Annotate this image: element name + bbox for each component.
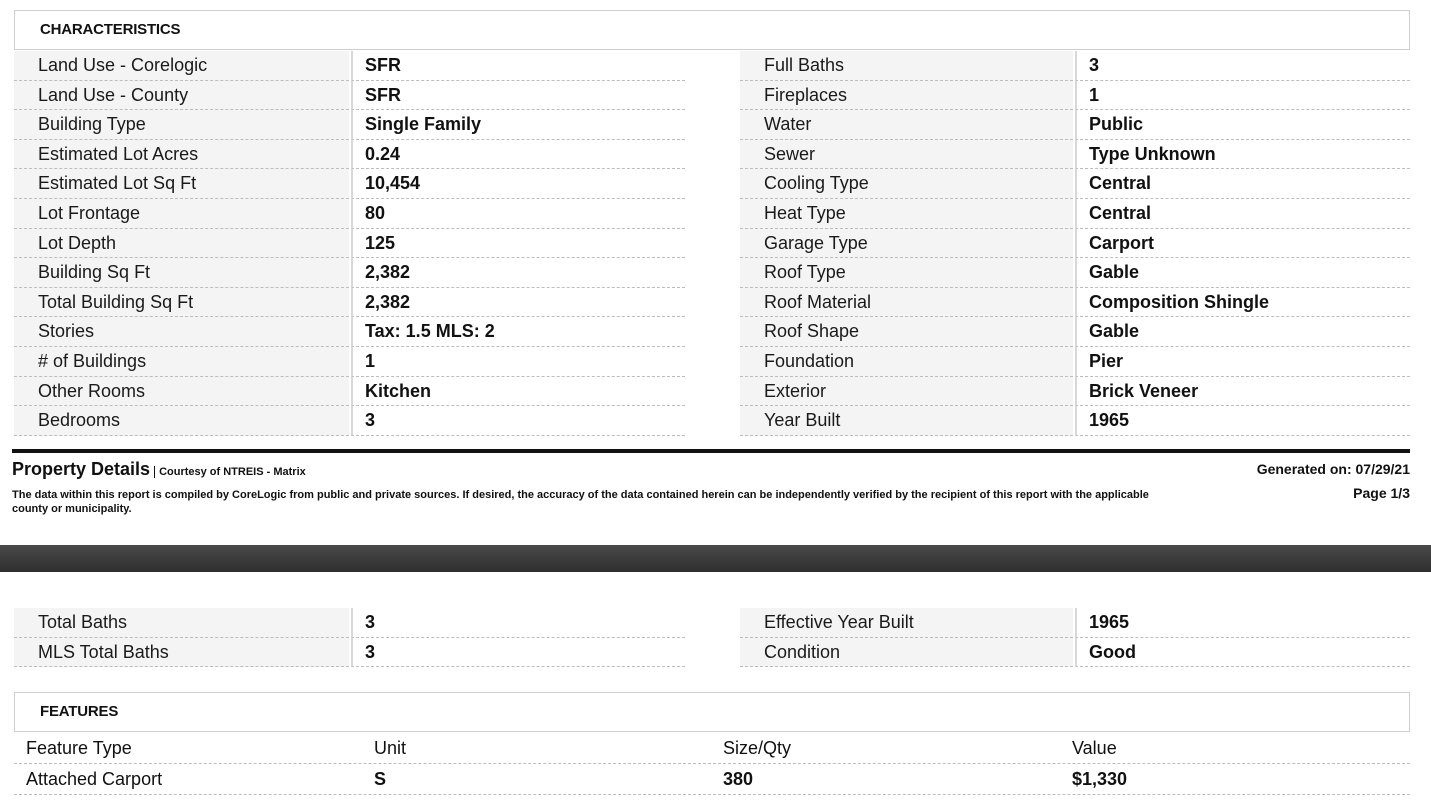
field-label: Foundation — [740, 347, 1073, 377]
field-value: 0.24 — [351, 140, 685, 170]
field-label: Estimated Lot Sq Ft — [14, 169, 349, 199]
unit-cell: S — [374, 769, 387, 789]
continued-characteristics-table — [14, 608, 1410, 667]
report-footer — [12, 449, 1410, 515]
field-value: Single Family — [351, 110, 685, 140]
value-header: Value — [1072, 738, 1117, 758]
field-label: Total Baths — [14, 608, 349, 638]
field-label: Lot Frontage — [14, 199, 349, 229]
table-row — [14, 377, 1410, 407]
field-value: Gable — [1075, 258, 1410, 288]
field-label: Building Type — [14, 110, 349, 140]
table-row — [14, 317, 1410, 347]
field-label: Heat Type — [740, 199, 1073, 229]
field-value: Carport — [1075, 229, 1410, 259]
field-label: Other Rooms — [14, 377, 349, 407]
table-row — [14, 229, 1410, 259]
field-value: Central — [1075, 199, 1410, 229]
field-value: 3 — [351, 608, 685, 638]
field-label: Water — [740, 110, 1073, 140]
field-label: Condition — [740, 638, 1073, 668]
size-qty-cell: 380 — [723, 769, 754, 789]
field-label: Full Baths — [740, 51, 1073, 81]
table-row — [14, 110, 1410, 140]
field-value: 1965 — [1075, 406, 1410, 436]
page-number: Page 1/3 — [1353, 485, 1410, 501]
field-label: Total Building Sq Ft — [14, 288, 349, 318]
field-value: 3 — [351, 406, 685, 436]
field-label: Stories — [14, 317, 349, 347]
table-row — [14, 258, 1410, 288]
footer-title: Property Details — [12, 459, 151, 479]
table-row — [14, 140, 1410, 170]
footer-title-line — [12, 459, 306, 480]
field-label: Sewer — [740, 140, 1073, 170]
field-value: Gable — [1075, 317, 1410, 347]
value-cell: $1,330 — [1072, 769, 1128, 789]
field-value: 1 — [1075, 81, 1410, 111]
field-value: SFR — [351, 51, 685, 81]
field-value: Kitchen — [351, 377, 685, 407]
characteristics-table — [14, 51, 1410, 436]
page-break-bar — [0, 545, 1431, 572]
field-label: Bedrooms — [14, 406, 349, 436]
field-value: Central — [1075, 169, 1410, 199]
unit-header: Unit — [374, 738, 407, 758]
feature-type-cell: Attached Carport — [26, 769, 163, 789]
features-table — [14, 733, 1410, 795]
disclaimer-text: The data within this report is compiled by CoreLogic from public and private sources. If desired, the accuracy of the data contained herein can be independently verified by the recipient of this report with the applicable county or municipality. — [12, 489, 1149, 515]
field-value: Tax: 1.5 MLS: 2 — [351, 317, 685, 347]
table-row — [14, 81, 1410, 111]
field-label: # of Buildings — [14, 347, 349, 377]
field-label: Exterior — [740, 377, 1073, 407]
field-value: 2,382 — [351, 288, 685, 318]
field-value: Type Unknown — [1075, 140, 1410, 170]
field-label: Effective Year Built — [740, 608, 1073, 638]
features-header-row — [14, 733, 1410, 764]
field-label: Estimated Lot Acres — [14, 140, 349, 170]
field-value: 3 — [1075, 51, 1410, 81]
field-value: 125 — [351, 229, 685, 259]
field-value: Public — [1075, 110, 1410, 140]
field-value: 3 — [351, 638, 685, 668]
field-label: MLS Total Baths — [14, 638, 349, 668]
field-label: Roof Material — [740, 288, 1073, 318]
field-value: 10,454 — [351, 169, 685, 199]
size-qty-header: Size/Qty — [723, 738, 792, 758]
field-value: Good — [1075, 638, 1410, 668]
field-value: Composition Shingle — [1075, 288, 1410, 318]
table-row — [14, 288, 1410, 318]
field-label: Cooling Type — [740, 169, 1073, 199]
field-label: Land Use - County — [14, 81, 349, 111]
table-row — [14, 199, 1410, 229]
field-label: Fireplaces — [740, 81, 1073, 111]
field-label: Roof Type — [740, 258, 1073, 288]
field-value: Pier — [1075, 347, 1410, 377]
field-value: 2,382 — [351, 258, 685, 288]
table-row — [14, 764, 1410, 795]
table-row — [14, 638, 1410, 668]
field-value: 1 — [351, 347, 685, 377]
characteristics-header: CHARACTERISTICS — [14, 10, 1410, 50]
field-value: 80 — [351, 199, 685, 229]
field-value: 1965 — [1075, 608, 1410, 638]
field-label: Roof Shape — [740, 317, 1073, 347]
table-row — [14, 169, 1410, 199]
feature-type-header: Feature Type — [26, 738, 132, 758]
field-label: Lot Depth — [14, 229, 349, 259]
field-value: SFR — [351, 81, 685, 111]
field-label: Garage Type — [740, 229, 1073, 259]
field-value: Brick Veneer — [1075, 377, 1410, 407]
field-label: Land Use - Corelogic — [14, 51, 349, 81]
field-label: Building Sq Ft — [14, 258, 349, 288]
generated-date: Generated on: 07/29/21 — [1256, 461, 1410, 477]
table-row — [14, 406, 1410, 436]
table-row — [14, 608, 1410, 638]
field-label: Year Built — [740, 406, 1073, 436]
table-row — [14, 347, 1410, 377]
footer-courtesy: Courtesy of NTREIS - Matrix — [154, 466, 306, 478]
features-header: FEATURES — [14, 692, 1410, 732]
table-row — [14, 51, 1410, 81]
